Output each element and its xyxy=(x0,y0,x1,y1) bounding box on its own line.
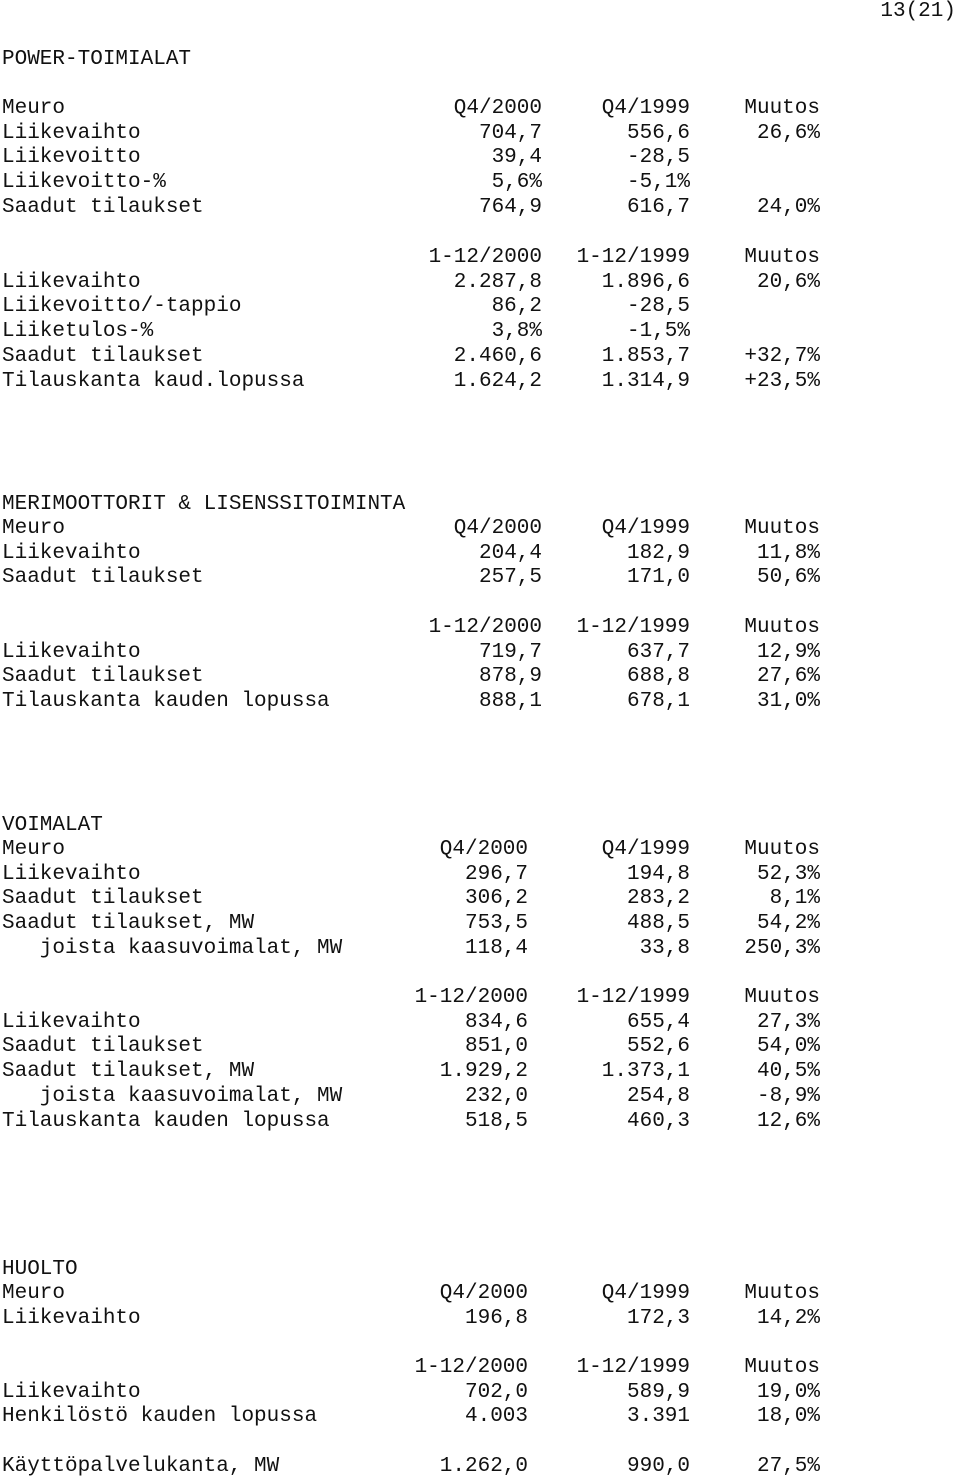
row-label: Liikevaihto xyxy=(2,641,141,664)
row-value: 990,0 xyxy=(626,1455,690,1478)
row-value: 2.287,8 xyxy=(453,271,542,294)
table-row xyxy=(2,887,960,911)
row-label: Tilauskanta kaud.lopussa xyxy=(2,370,305,393)
row-value: 5,6% xyxy=(491,171,542,194)
row-label: Liikevoitto/-tappio xyxy=(2,295,242,318)
row-value: 20,6% xyxy=(756,271,820,294)
row-value: 8,1% xyxy=(769,887,820,910)
row-value: 27,6% xyxy=(756,665,820,688)
row-value: 54,0% xyxy=(756,1035,820,1058)
row-value: 655,4 xyxy=(626,1011,690,1034)
table-row xyxy=(2,196,960,220)
row-value: 719,7 xyxy=(478,641,542,664)
table-row xyxy=(2,146,960,170)
row-value: 460,3 xyxy=(626,1110,690,1133)
table-row xyxy=(2,912,960,936)
row-value: 1.896,6 xyxy=(601,271,690,294)
row-label: joista kaasuvoimalat, MW xyxy=(2,1085,343,1108)
row-value: -5,1% xyxy=(626,171,690,194)
row-value: 1.853,7 xyxy=(601,345,690,368)
row-value: 118,4 xyxy=(464,937,528,960)
row-value: 250,3% xyxy=(744,937,820,960)
row-value: 1.624,2 xyxy=(453,370,542,393)
table-row xyxy=(2,345,960,369)
row-label: Liikevoitto xyxy=(2,146,141,169)
table-row xyxy=(2,295,960,319)
row-value: Q4/1999 xyxy=(601,838,690,861)
table-row xyxy=(2,1085,960,1109)
table-row xyxy=(2,1307,960,1331)
table-row xyxy=(2,271,960,295)
row-value: 1-12/2000 xyxy=(428,616,542,639)
section-title: MERIMOOTTORIT & LISENSSITOIMINTA xyxy=(2,493,406,516)
row-value: 1-12/2000 xyxy=(414,1356,528,1379)
row-value: 3,8% xyxy=(491,320,542,343)
section-title: HUOLTO xyxy=(2,1258,78,1281)
table-row xyxy=(2,1381,960,1405)
table-row xyxy=(2,1060,960,1084)
table-row xyxy=(2,320,960,344)
table-row xyxy=(2,370,960,394)
row-value: 1.929,2 xyxy=(439,1060,528,1083)
row-label: Liikevaihto xyxy=(2,122,141,145)
row-value: -8,9% xyxy=(756,1085,820,1108)
row-label: Tilauskanta kauden lopussa xyxy=(2,690,330,713)
row-value: 50,6% xyxy=(756,566,820,589)
row-label: Meuro xyxy=(2,517,66,540)
row-value: 1-12/1999 xyxy=(576,616,690,639)
table-header xyxy=(2,517,960,541)
table-row xyxy=(2,937,960,961)
table-row xyxy=(2,1405,960,1429)
row-value: 1-12/2000 xyxy=(414,986,528,1009)
row-label: Saadut tilaukset xyxy=(2,345,204,368)
table-header xyxy=(2,616,960,640)
row-value: 589,9 xyxy=(626,1381,690,1404)
table-header xyxy=(2,1282,960,1306)
row-value: 704,7 xyxy=(478,122,542,145)
table-row xyxy=(2,1455,960,1479)
row-value: Muutos xyxy=(744,986,820,1009)
row-label: Meuro xyxy=(2,838,66,861)
row-value: 1-12/1999 xyxy=(576,986,690,1009)
row-value: Q4/2000 xyxy=(439,1282,528,1305)
row-value: 1.373,1 xyxy=(601,1060,690,1083)
row-value: -28,5 xyxy=(626,146,690,169)
table-header xyxy=(2,838,960,862)
row-value: 678,1 xyxy=(626,690,690,713)
section-title: VOIMALAT xyxy=(2,814,103,837)
row-value: 196,8 xyxy=(464,1307,528,1330)
row-value: 12,9% xyxy=(756,641,820,664)
row-label: Saadut tilaukset, MW xyxy=(2,912,255,935)
row-label: Liiketulos-% xyxy=(2,320,154,343)
row-value: 232,0 xyxy=(464,1085,528,1108)
row-value: 1.314,9 xyxy=(601,370,690,393)
row-label: Liikevaihto xyxy=(2,863,141,886)
row-label: Saadut tilaukset xyxy=(2,566,204,589)
row-value: 1-12/1999 xyxy=(576,1356,690,1379)
row-value: Q4/1999 xyxy=(601,1282,690,1305)
row-label: Saadut tilaukset xyxy=(2,1035,204,1058)
row-value: 296,7 xyxy=(464,863,528,886)
row-value: 518,5 xyxy=(464,1110,528,1133)
row-value: 834,6 xyxy=(464,1011,528,1034)
table-row xyxy=(2,641,960,665)
table-row xyxy=(2,665,960,689)
row-value: Muutos xyxy=(744,838,820,861)
row-value: Muutos xyxy=(744,517,820,540)
row-value: 194,8 xyxy=(626,863,690,886)
row-label: Liikevaihto xyxy=(2,1011,141,1034)
table-row xyxy=(2,1035,960,1059)
row-label: Saadut tilaukset xyxy=(2,196,204,219)
row-label: joista kaasuvoimalat, MW xyxy=(2,937,343,960)
row-value: 764,9 xyxy=(478,196,542,219)
row-value: 24,0% xyxy=(756,196,820,219)
row-value: 2.460,6 xyxy=(453,345,542,368)
row-value: 1-12/1999 xyxy=(576,246,690,269)
table-row xyxy=(2,1110,960,1134)
row-value: Muutos xyxy=(744,246,820,269)
row-value: 257,5 xyxy=(478,566,542,589)
row-value: 52,3% xyxy=(756,863,820,886)
row-value: Q4/1999 xyxy=(601,517,690,540)
table-row xyxy=(2,122,960,146)
row-value: -1,5% xyxy=(626,320,690,343)
row-label: Liikevaihto xyxy=(2,271,141,294)
row-value: 306,2 xyxy=(464,887,528,910)
row-value: 14,2% xyxy=(756,1307,820,1330)
row-value: Muutos xyxy=(744,97,820,120)
row-label: Meuro xyxy=(2,97,66,120)
row-value: Muutos xyxy=(744,1282,820,1305)
row-value: 488,5 xyxy=(626,912,690,935)
row-value: Q4/2000 xyxy=(453,97,542,120)
row-value: 702,0 xyxy=(464,1381,528,1404)
row-value: 753,5 xyxy=(464,912,528,935)
row-value: Q4/2000 xyxy=(439,838,528,861)
row-value: Muutos xyxy=(744,616,820,639)
table-header xyxy=(2,246,960,270)
row-value: 888,1 xyxy=(478,690,542,713)
row-label: Meuro xyxy=(2,1282,66,1305)
table-row xyxy=(2,566,960,590)
row-label: Saadut tilaukset xyxy=(2,887,204,910)
row-value: 12,6% xyxy=(756,1110,820,1133)
row-value: 552,6 xyxy=(626,1035,690,1058)
row-label: Henkilöstö kauden lopussa xyxy=(2,1405,318,1428)
row-value: 1-12/2000 xyxy=(428,246,542,269)
row-value: 851,0 xyxy=(464,1035,528,1058)
row-value: Q4/2000 xyxy=(453,517,542,540)
row-value: 27,3% xyxy=(756,1011,820,1034)
row-label: Saadut tilaukset, MW xyxy=(2,1060,255,1083)
row-value: 86,2 xyxy=(491,295,542,318)
row-value: 4.003 xyxy=(464,1405,528,1428)
row-value: 54,2% xyxy=(756,912,820,935)
row-value: 31,0% xyxy=(756,690,820,713)
table-row xyxy=(2,690,960,714)
table-header xyxy=(2,97,960,121)
row-value: 283,2 xyxy=(626,887,690,910)
table-row xyxy=(2,1011,960,1035)
row-label: Saadut tilaukset xyxy=(2,665,204,688)
row-label: Käyttöpalvelukanta, MW xyxy=(2,1455,280,1478)
table-row xyxy=(2,542,960,566)
row-value: 171,0 xyxy=(626,566,690,589)
section-title: POWER-TOIMIALAT xyxy=(2,48,192,71)
row-value: 11,8% xyxy=(756,542,820,565)
row-value: Q4/1999 xyxy=(601,97,690,120)
row-value: 254,8 xyxy=(626,1085,690,1108)
table-row xyxy=(2,863,960,887)
row-value: 204,4 xyxy=(478,542,542,565)
row-value: 33,8 xyxy=(639,937,690,960)
row-value: +32,7% xyxy=(744,345,820,368)
table-header xyxy=(2,1356,960,1380)
row-label: Liikevaihto xyxy=(2,1381,141,1404)
row-label: Liikevaihto xyxy=(2,1307,141,1330)
row-value: Muutos xyxy=(744,1356,820,1379)
table-row xyxy=(2,171,960,195)
row-value: 26,6% xyxy=(756,122,820,145)
row-value: +23,5% xyxy=(744,370,820,393)
page-number: 13(21) xyxy=(880,0,956,23)
row-value: 172,3 xyxy=(626,1307,690,1330)
row-value: 182,9 xyxy=(626,542,690,565)
row-value: 1.262,0 xyxy=(439,1455,528,1478)
row-value: 27,5% xyxy=(756,1455,820,1478)
row-value: 616,7 xyxy=(626,196,690,219)
row-value: 3.391 xyxy=(626,1405,690,1428)
row-value: 556,6 xyxy=(626,122,690,145)
row-value: 39,4 xyxy=(491,146,542,169)
row-value: 18,0% xyxy=(756,1405,820,1428)
row-value: 878,9 xyxy=(478,665,542,688)
row-value: 40,5% xyxy=(756,1060,820,1083)
table-header xyxy=(2,986,960,1010)
row-label: Tilauskanta kauden lopussa xyxy=(2,1110,330,1133)
row-value: 688,8 xyxy=(626,665,690,688)
row-label: Liikevaihto xyxy=(2,542,141,565)
row-value: 19,0% xyxy=(756,1381,820,1404)
row-label: Liikevoitto-% xyxy=(2,171,166,194)
row-value: 637,7 xyxy=(626,641,690,664)
row-value: -28,5 xyxy=(626,295,690,318)
